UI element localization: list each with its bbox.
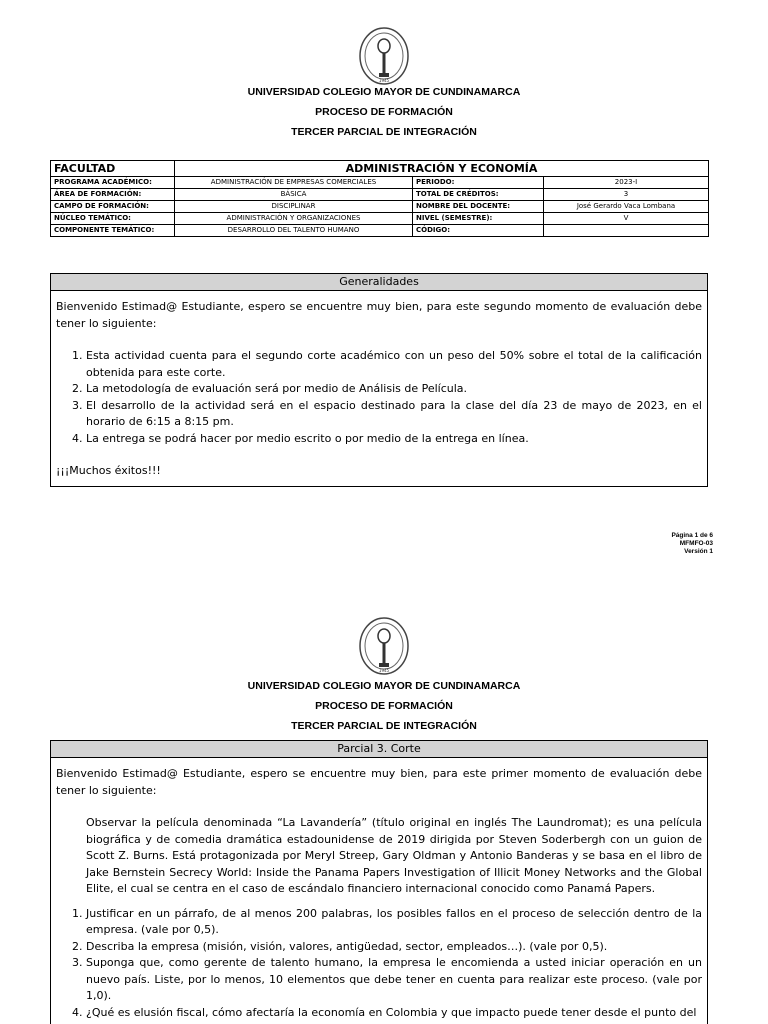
seal-year: 1945 bbox=[378, 78, 390, 83]
parcial-title: Parcial 3. Corte bbox=[51, 741, 707, 758]
exam-title: TERCER PARCIAL DE INTEGRACIÓN bbox=[291, 720, 477, 732]
faculty-label: FACULTAD bbox=[51, 161, 175, 177]
info-label: PROGRAMA ACADÉMICO: bbox=[51, 177, 175, 189]
info-row bbox=[51, 213, 709, 225]
university-seal-icon bbox=[358, 616, 410, 676]
info-label: NIVEL (SEMESTRE): bbox=[413, 213, 544, 225]
closing-text: ¡¡¡Muchos éxitos!!! bbox=[56, 464, 161, 477]
page-2 bbox=[0, 596, 768, 1024]
generalidades-body bbox=[51, 291, 707, 486]
university-name: UNIVERSIDAD COLEGIO MAYOR DE CUNDINAMARCA bbox=[247, 680, 521, 692]
info-row bbox=[51, 189, 709, 201]
info-label: CAMPO DE FORMACIÓN: bbox=[51, 201, 175, 213]
list-item: 1. Esta actividad cuenta para el segundo corte académico con un peso del 50% sobre el total de la calificación obtenida para este corte. bbox=[86, 348, 702, 381]
list-item: 2. La metodología de evaluación será por medio de Análisis de Película. bbox=[86, 381, 702, 398]
info-value bbox=[544, 225, 709, 237]
info-label: NOMBRE DEL DOCENTE: bbox=[413, 201, 544, 213]
info-label: TOTAL DE CRÉDITOS: bbox=[413, 189, 544, 201]
list-item: 2. Describa la empresa (misión, visión, valores, antigüedad, sector, empleados…). (vale por 0,5). bbox=[86, 939, 702, 956]
info-label: COMPONENTE TEMÁTICO: bbox=[51, 225, 175, 237]
film-description: Observar la película denominada “La Lavandería” (título original en inglés The Laundromat); es una película biográfica y de comedia dramática estadounidense de 2019 dirigida por Steven Soderbergh con un guion de Scott Z. Burns. Está protagonizada por Meryl Streep, Gary Oldman y Antonio Banderas y se basa en el libro de Jake Bernstein Secrecy World: Inside the Panama Papers Investigation of Illicit Money Networks and the Global Elite, el cual se centra en el caso de escándalo financiero internacional conocido como Panamá Papers. bbox=[86, 816, 702, 895]
info-label: NÚCLEO TEMÁTICO: bbox=[51, 213, 175, 225]
generalidades-box bbox=[50, 273, 708, 487]
parcial-box bbox=[50, 740, 708, 1024]
info-value: ADMINISTRACIÓN Y ORGANIZACIONES bbox=[175, 213, 413, 225]
info-value: DESARROLLO DEL TALENTO HUMANO bbox=[175, 225, 413, 237]
faculty-row bbox=[51, 161, 709, 177]
list-item: 1. Justificar en un párrafo, de al menos 200 palabras, los posibles fallos en el proceso de selección dentro de la empresa. (vale por 0,5). bbox=[86, 906, 702, 939]
generalidades-list bbox=[56, 348, 702, 447]
info-label: CÓDIGO: bbox=[413, 225, 544, 237]
info-value: V bbox=[544, 213, 709, 225]
info-value: BÁSICA bbox=[175, 189, 413, 201]
info-value: DISCIPLINAR bbox=[175, 201, 413, 213]
info-row bbox=[51, 225, 709, 237]
list-item: 4. La entrega se podrá hacer por medio escrito o por medio de la entrega en línea. bbox=[86, 431, 702, 448]
list-item: 3. Suponga que, como gerente de talento humano, la empresa le encomienda a usted iniciar operación en un nuevo país. Liste, por lo menos, 10 elementos que debe tener en cuenta para realizar este proceso. (vale por 1,0). bbox=[86, 955, 702, 1005]
course-info-table bbox=[50, 160, 709, 237]
info-value: 2023-I bbox=[544, 177, 709, 189]
list-item: 3. El desarrollo de la actividad será en el espacio destinado para la clase del día 23 de mayo de 2023, en el horario de 6:15 a 8:15 pm. bbox=[86, 398, 702, 431]
document-code: MFMFO-03 bbox=[679, 540, 713, 547]
page-footer bbox=[671, 532, 713, 556]
info-value: ADMINISTRACIÓN DE EMPRESAS COMERCIALES bbox=[175, 177, 413, 189]
parcial-intro: Bienvenido Estimad@ Estudiante, espero se encuentre muy bien, para este primer momento de evaluación debe tener lo siguiente: bbox=[56, 767, 702, 797]
generalidades-title: Generalidades bbox=[51, 274, 707, 291]
generalidades-intro: Bienvenido Estimad@ Estudiante, espero se encuentre muy bien, para este segundo momento de evaluación debe tener lo siguiente: bbox=[56, 300, 702, 330]
info-value: 3 bbox=[544, 189, 709, 201]
info-label: PERIODO: bbox=[413, 177, 544, 189]
seal-year: 1945 bbox=[378, 668, 390, 673]
parcial-list bbox=[56, 906, 702, 1022]
info-value: José Gerardo Vaca Lombana bbox=[544, 201, 709, 213]
process-title: PROCESO DE FORMACIÓN bbox=[315, 106, 453, 118]
document-version: Versión 1 bbox=[684, 548, 713, 555]
university-name: UNIVERSIDAD COLEGIO MAYOR DE CUNDINAMARCA bbox=[247, 86, 521, 98]
page-number: Página 1 de 6 bbox=[671, 532, 713, 539]
university-seal-icon bbox=[358, 26, 410, 86]
process-title: PROCESO DE FORMACIÓN bbox=[315, 700, 453, 712]
info-row bbox=[51, 177, 709, 189]
info-row bbox=[51, 201, 709, 213]
exam-title: TERCER PARCIAL DE INTEGRACIÓN bbox=[291, 126, 477, 138]
faculty-value: ADMINISTRACIÓN Y ECONOMÍA bbox=[175, 161, 709, 177]
parcial-body bbox=[51, 758, 707, 1024]
info-label: ÁREA DE FORMACIÓN: bbox=[51, 189, 175, 201]
list-item: 4. ¿Qué es elusión fiscal, cómo afectaría la economía en Colombia y que impacto puede tener desde el punto del bbox=[86, 1005, 702, 1022]
